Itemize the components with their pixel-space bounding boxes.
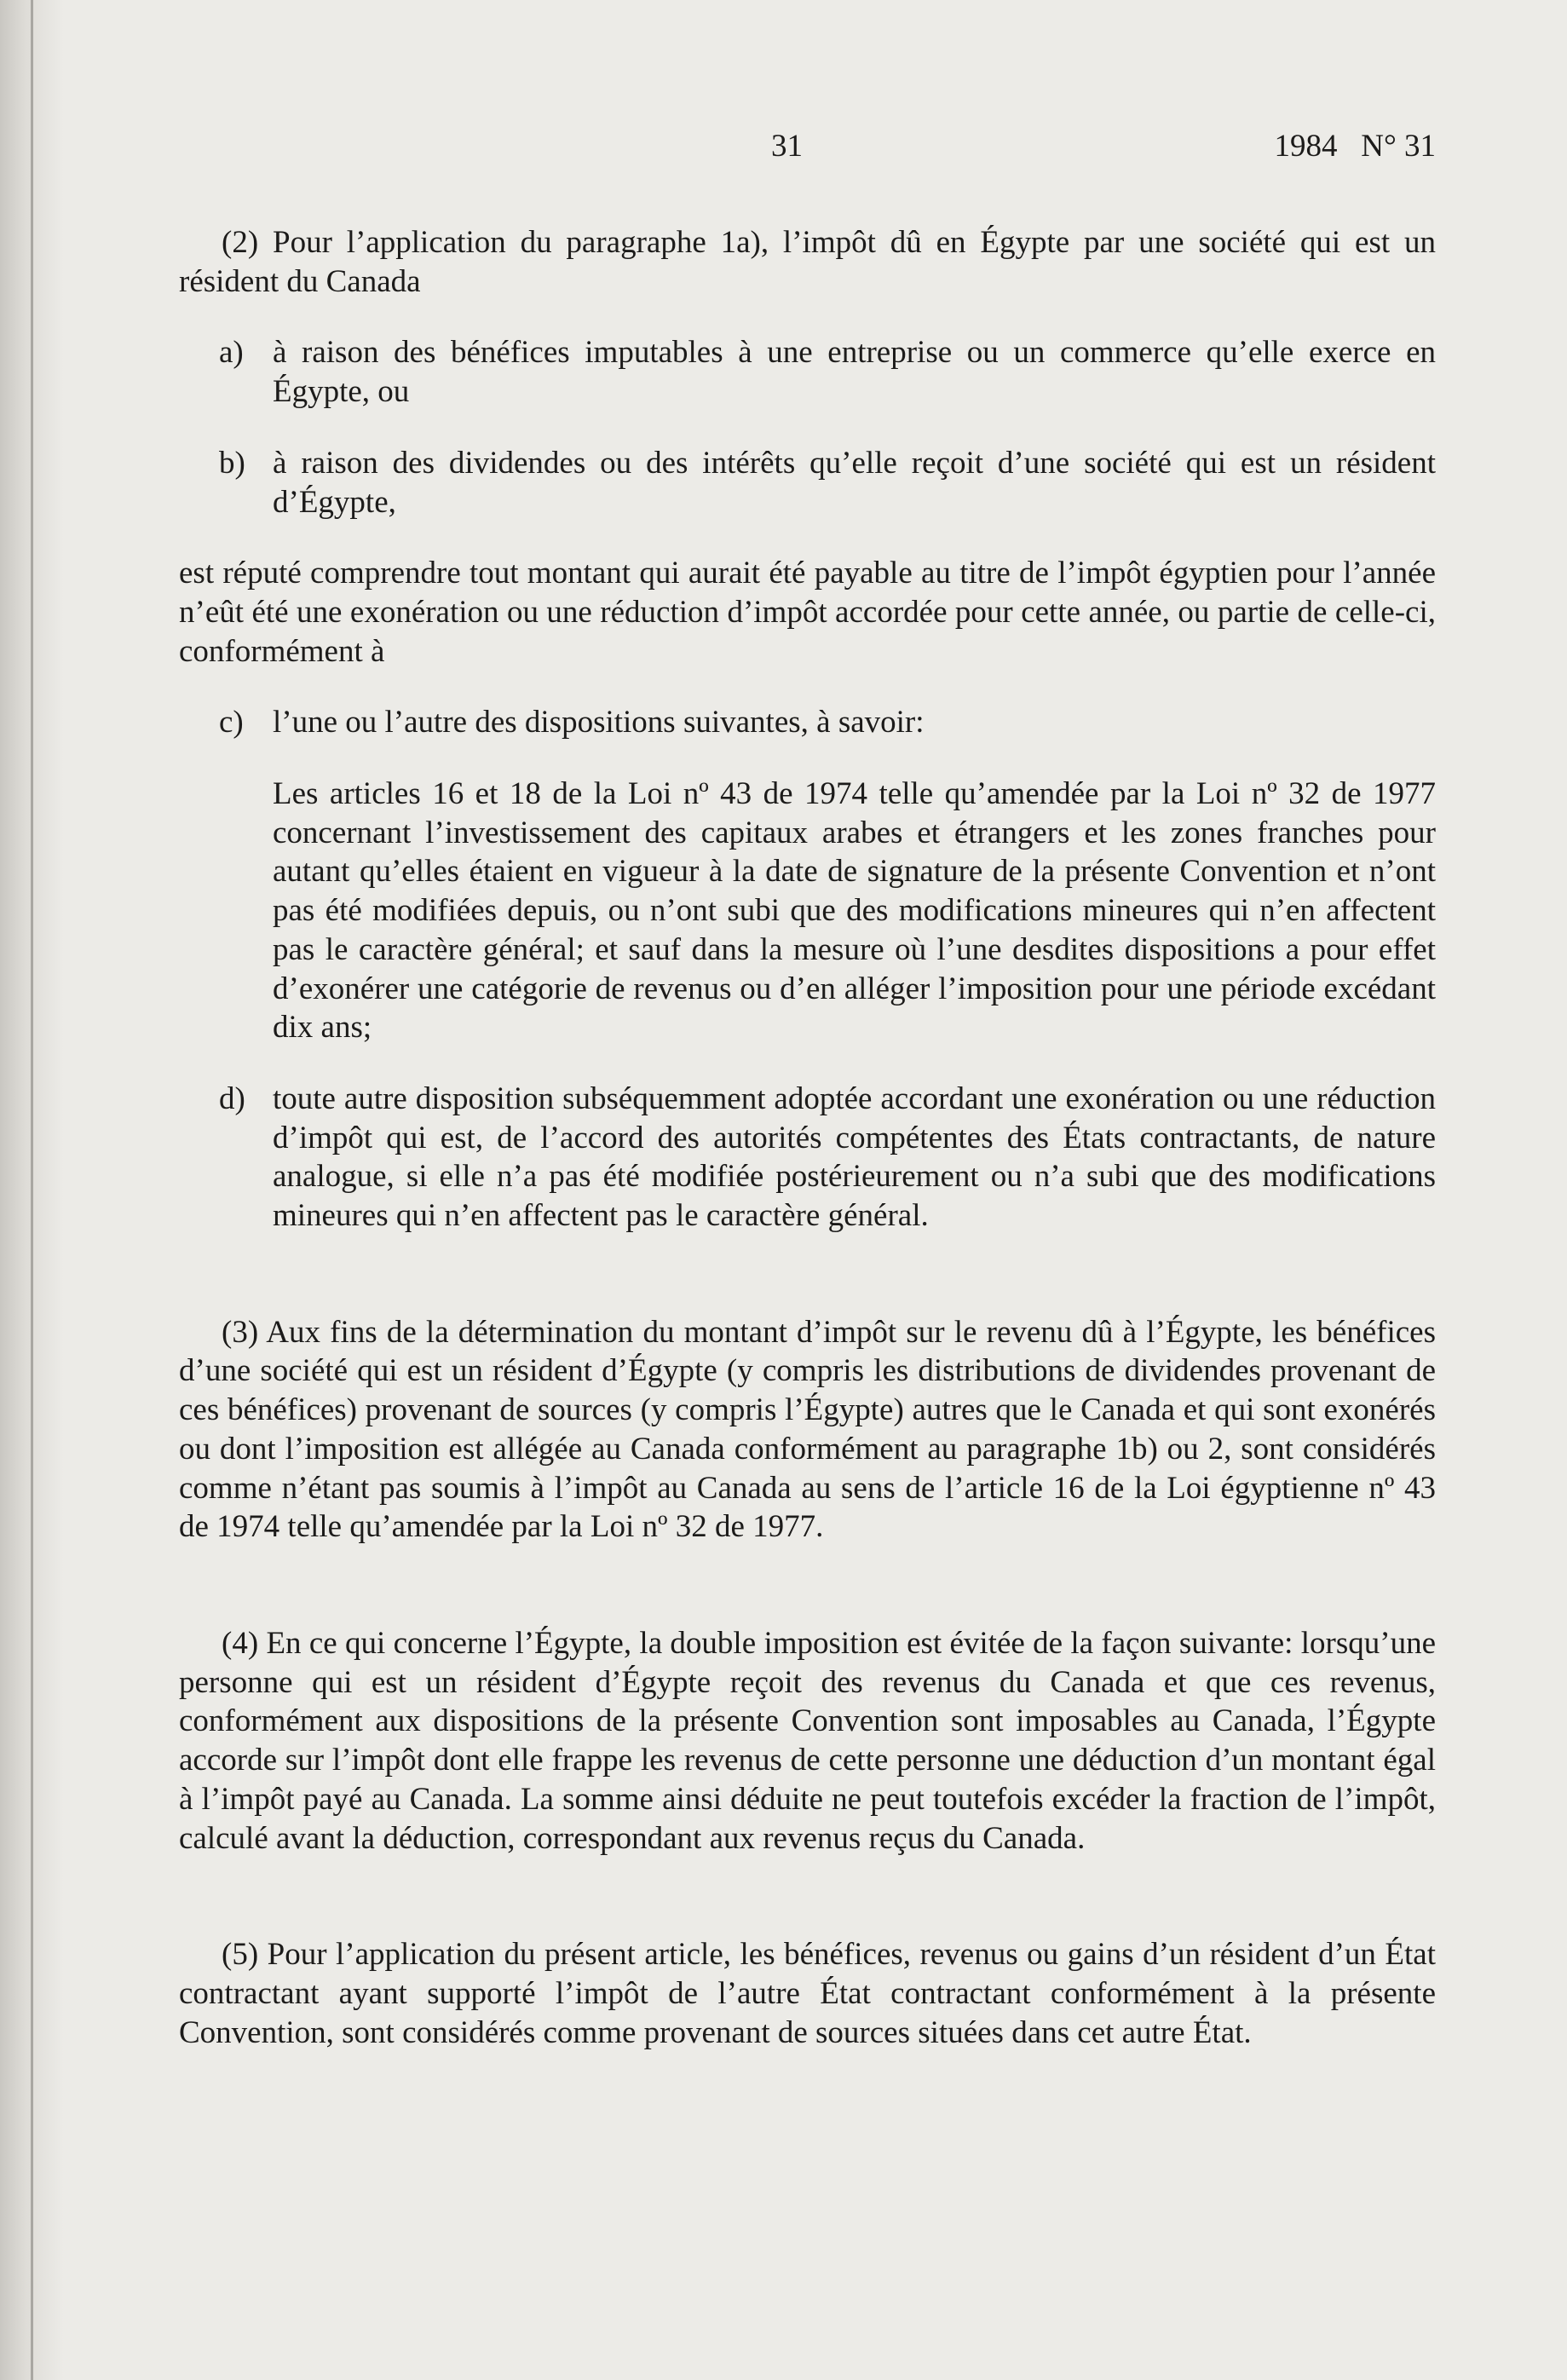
paragraph-2-intro: (2) Pour l’application du paragraphe 1a), l’impôt dû en Égypte par une société qui est un résident du Canada <box>179 225 1436 299</box>
quoted-provision: Les articles 16 et 18 de la Loi nº 43 de 1974 telle qu’amendée par la Loi nº 32 de 1977 concernant l’investissement des capitaux arabes et étrangers et les zones franches pour autant qu’elles étaient en vigueur à la date de signature de la présente Convention et n’ont pas été modifiées depuis, ou n’ont subi que des modifications mineures qui n’en affectent pas le caractère général; et sauf dans la mesure où l’une desdites dispositions a pour effet d’exonérer une catégorie de revenus ou d’en alléger l’imposition pour une période excédant dix ans; <box>273 776 1436 1046</box>
item-letter: b) <box>219 445 245 481</box>
document-page <box>179 0 1436 2380</box>
paragraph-3: (3) Aux fins de la détermination du montant d’impôt sur le revenu dû à l’Égypte, les bénéfices d’une société qui est un résident d’Égypte (y compris les distributions de dividendes provenant de ces bénéfices) provenant de sources (y compris l’Égypte) autres que le Canada et qui sont exonérés ou dont l’imposition est allégée au Canada conformément au paragraphe 1b) ou 2, sont considérés comme n’étant pas soumis à l’impôt au Canada au sens de l’article 16 de la Loi égyptienne nº 43 de 1974 telle qu’amendée par la Loi nº 32 de 1977. <box>179 1314 1436 1545</box>
document-body <box>179 223 1436 2052</box>
paragraph-5: (5) Pour l’application du présent article, les bénéfices, revenus ou gains d’un résident d’un État contractant ayant supporté l’impôt de l’autre État contractant conformément à la présente Convention, sont considérés comme provenant de sources situées dans cet autre État. <box>179 1937 1436 2050</box>
list-item-a <box>179 333 1436 411</box>
list-item-c <box>179 703 1436 742</box>
page-header <box>179 128 1436 170</box>
item-text: l’une ou l’autre des dispositions suivantes, à savoir: <box>273 705 925 741</box>
item-letter: a) <box>219 335 244 371</box>
item-text: à raison des dividendes ou des intérêts qu’elle reçoit d’une société qui est un résident d’Égypte, <box>273 445 1436 520</box>
binding-edge <box>31 0 33 2380</box>
list-item-b <box>179 444 1436 522</box>
paragraph-2-continuation: est réputé comprendre tout montant qui aurait été payable au titre de l’impôt égyptien pour l’année n’eût été une exonération ou une réduction d’impôt accordée pour cette année, ou partie de celle-ci, conformément à <box>179 556 1436 669</box>
item-text: à raison des bénéfices imputables à une entreprise ou un commerce qu’elle exerce en Égypte, ou <box>273 335 1436 410</box>
paragraph-4: (4) En ce qui concerne l’Égypte, la double imposition est évitée de la façon suivante: lorsqu’une personne qui est un résident d’Égypte reçoit des revenus du Canada et que ces revenus, conformément aux dispositions de la présente Convention sont imposables au Canada, l’Égypte accorde sur l’impôt dont elle frappe les revenus de cette personne une déduction d’un montant égal à l’impôt payé au Canada. La somme ainsi déduite ne peut toutefois excéder la fraction de l’impôt, calculé avant la déduction, correspondant aux revenus reçus du Canada. <box>179 1625 1436 1856</box>
page-number: 31 <box>771 129 803 164</box>
list-item-d <box>179 1080 1436 1236</box>
item-letter: d) <box>219 1081 245 1116</box>
year-and-number: 1984 N° 31 <box>1274 129 1436 164</box>
item-text: toute autre disposition subséquemment adoptée accordant une exonération ou une réduction d’impôt qui est, de l’accord des autorités compétentes des États contractants, de nature analogue, si elle n’a pas été modifiée postérieurement ou n’a subi que des modifications mineures qui n’en affectent pas le caractère général. <box>273 1081 1436 1234</box>
item-letter: c) <box>219 705 244 741</box>
